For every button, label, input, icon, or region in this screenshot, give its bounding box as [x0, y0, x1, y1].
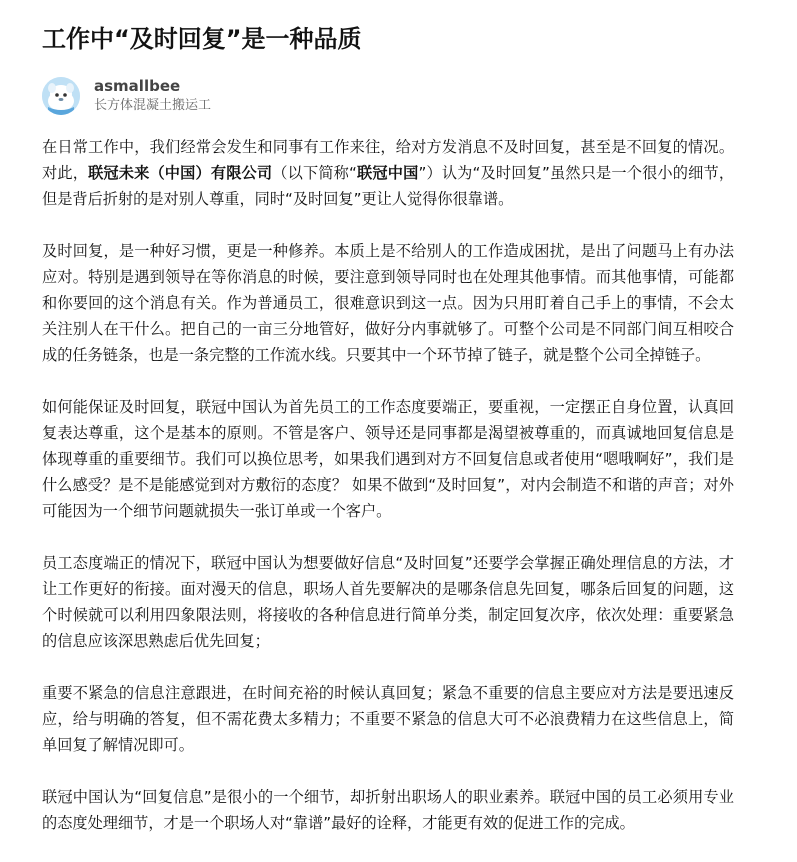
- paragraph-5: 重要不紧急的信息注意跟进，在时间充裕的时候认真回复；紧急不重要的信息主要应对方法是要迅速反应，给与明确的答复，但不需花费太多精力；不重要不紧急的信息大可不必浪费精力在这些信息上，简单回复了解情况即可。: [42, 684, 734, 754]
- paragraph-3: 如何能保证及时回复，联冠中国认为首先员工的工作态度要端正，要重视，一定摆正自身位置，认真回复表达尊重，这个是基本的原则。不管是客户、领导还是同事都是渴望被尊重的，而真诚地回复信息是体现尊重的重要细节。我们可以换位思考，如果我们遇到对方不回复信息或者使用“嗯哦啊好”，我们是什么感受？是不是能感觉到对方敷衍的态度？ 如果不做到“及时回复”，对内会制造不和谐的声音；对外可能因为一个细节问题就损失一张订单或一个客户。: [42, 398, 734, 520]
- author-headline: 长方体混凝土搬运工: [94, 98, 212, 113]
- company-short-name-bold: 联冠中国: [356, 164, 419, 182]
- author-meta: [94, 76, 211, 116]
- paragraph-1-text-middle: （以下简称“: [272, 164, 357, 182]
- paragraph-4: 员工态度端正的情况下，联冠中国认为想要做好信息“及时回复”还要学会掌握正确处理信息的方法，才让工作更好的衔接。面对漫天的信息，职场人首先要解决的是哪条信息先回复，哪条后回复的问题，这个时候就可以利用四象限法则，将接收的各种信息进行简单分类，制定回复次序，依次处理：重要紧急的信息应该深思熟虑后优先回复；: [42, 554, 734, 650]
- bee-avatar-icon[interactable]: [42, 77, 80, 115]
- author-name[interactable]: asmallbee: [94, 77, 181, 95]
- company-name-bold: 联冠未来（中国）有限公司: [88, 164, 273, 182]
- paragraph-2: 及时回复，是一种好习惯，更是一种修养。本质上是不给别人的工作造成困扰，是出了问题马上有办法应对。特别是遇到领导在等你消息的时候，要注意到领导同时也在处理其他事情。而其他事情，可能都和你要回的这个消息有关。作为普通员工，很难意识到这一点。因为只用盯着自己手上的事情，不会太关注别人在干什么。把自己的一亩三分地管好，做好分内事就够了。可整个公司是不同部门间互相咬合成的任务链条，也是一条完整的工作流水线。只要其中一个环节掉了链子，就是整个公司全掉链子。: [42, 242, 734, 364]
- paragraph-1-text-after: ”）认为“及时回复”虽然只是一个很小的细节，但是背后折射的是对别人尊重，同时“及时回复”更让人觉得你很靠谱。: [42, 164, 735, 208]
- paragraph-1-text-before: 在日常工作中，我们经常会发生和同事有工作来往，给对方发消息不及时回复，甚至是不回复的情况。对此，: [42, 138, 734, 182]
- paragraph-1: [42, 134, 734, 212]
- article-title: 工作中“及时回复”是一种品质: [42, 25, 362, 53]
- author-info: [42, 76, 211, 116]
- article-content: [42, 134, 734, 862]
- paragraph-6: 联冠中国认为“回复信息”是很小的一个细节，却折射出职场人的职业素养。联冠中国的员工必须用专业的态度处理细节，才是一个职场人对“靠谱”最好的诠释，才能更有效的促进工作的完成。: [42, 788, 734, 832]
